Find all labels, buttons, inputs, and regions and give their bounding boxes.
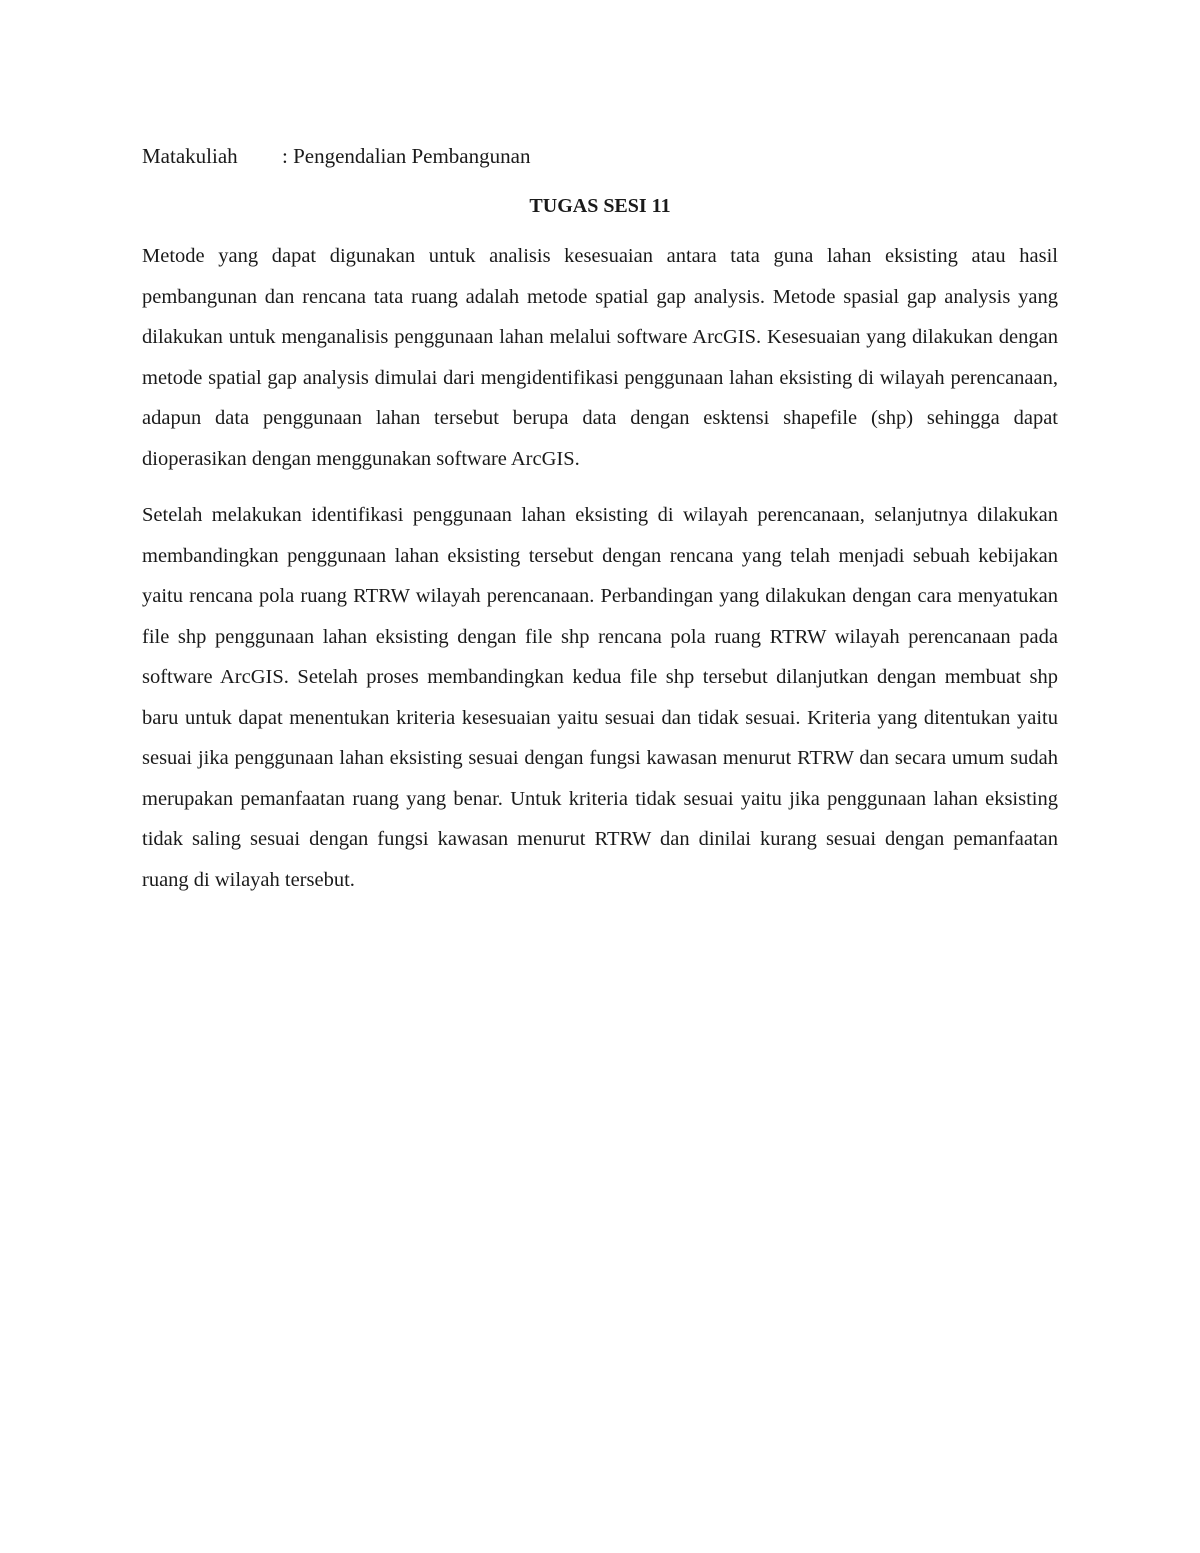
paragraph-2: Setelah melakukan identifikasi penggunaan lahan eksisting di wilayah perencanaan, selanjutnya dilakukan membandingkan penggunaan lahan eksisting tersebut dengan rencana yang telah menjadi sebuah kebijakan yaitu rencana pola ruang RTRW wilayah perencanaan. Perbandingan yang dilakukan dengan cara menyatukan file shp penggunaan lahan eksisting dengan file shp rencana pola ruang RTRW wilayah perencanaan pada software ArcGIS. Setelah proses membandingkan kedua file shp tersebut dilanjutkan dengan membuat shp baru untuk dapat menentukan kriteria kesesuaian yaitu sesuai dan tidak sesuai. Kriteria yang ditentukan yaitu sesuai jika penggunaan lahan eksisting sesuai dengan fungsi kawasan menurut RTRW dan secara umum sudah merupakan pemanfaatan ruang yang benar. Untuk kriteria tidak sesuai yaitu jika penggunaan lahan eksisting tidak saling sesuai dengan fungsi kawasan menurut RTRW dan dinilai kurang sesuai dengan pemanfaatan ruang di wilayah tersebut. bbox=[142, 504, 1058, 891]
document-title: TUGAS SESI 11 bbox=[529, 195, 671, 217]
paragraph-1: Metode yang dapat digunakan untuk analisis kesesuaian antara tata guna lahan eksisting atau hasil pembangunan dan rencana tata ruang adalah metode spatial gap analysis. Metode spasial gap analysis yang dilakukan untuk menganalisis penggunaan lahan melalui software ArcGIS. Kesesuaian yang dilakukan dengan metode spatial gap analysis dimulai dari mengidentifikasi penggunaan lahan eksisting di wilayah perencanaan, adapun data penggunaan lahan tersebut berupa data dengan esktensi shapefile (shp) sehingga dapat dioperasikan dengan menggunakan software ArcGIS. bbox=[142, 245, 1058, 470]
course-line bbox=[142, 140, 1058, 172]
document-body bbox=[142, 140, 1058, 916]
course-value: : Pengendalian Pembangunan bbox=[282, 144, 531, 168]
course-label: Matakuliah bbox=[142, 144, 238, 168]
